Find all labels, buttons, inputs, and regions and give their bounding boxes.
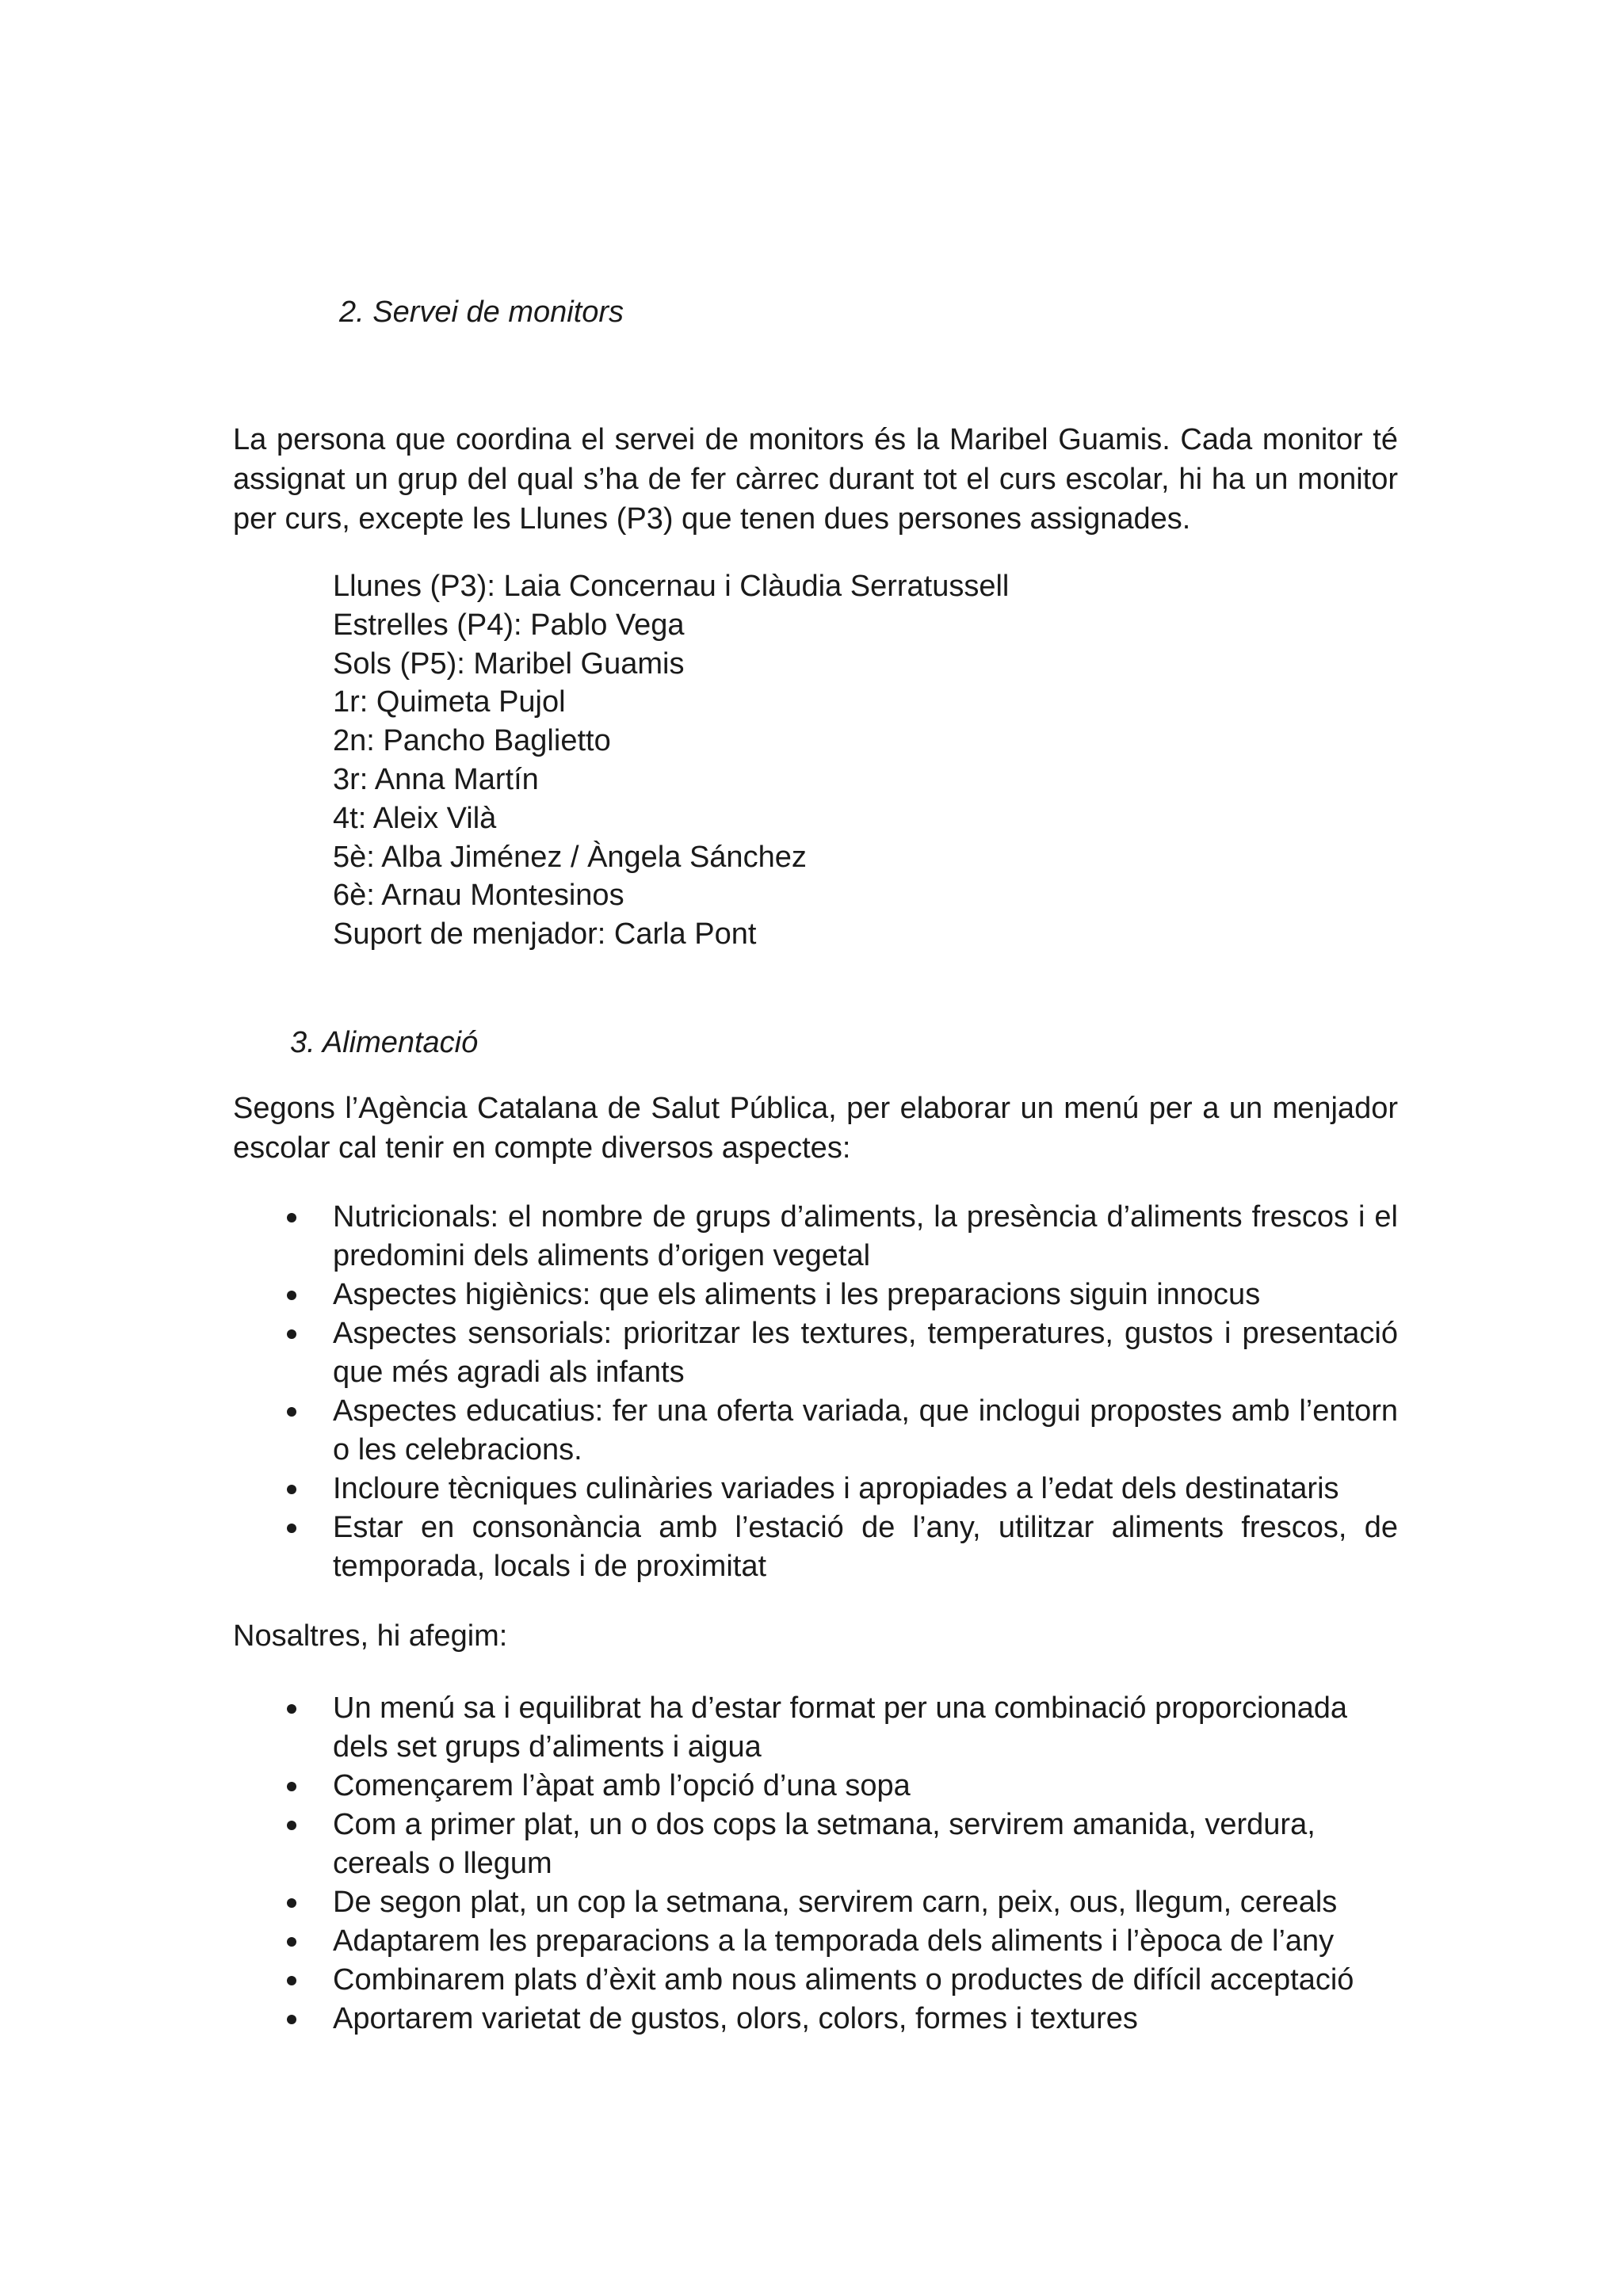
- list-item: [233, 1689, 1358, 1767]
- list-item-text: Nutricionals: el nombre de grups d’aliments, la presència d’aliments frescos i el predomini dels aliments d’origen vegetal: [333, 1200, 1398, 1272]
- bullet-icon: [287, 1937, 296, 1947]
- list-item-text: Aspectes educatius: fer una oferta variada, que inclogui propostes amb l’entorn o les celebracions.: [333, 1394, 1398, 1466]
- roster-item: 1r: Quimeta Pujol: [333, 685, 566, 719]
- bullet-icon: [287, 1485, 296, 1494]
- roster-item: 4t: Aleix Vilà: [333, 801, 497, 835]
- roster-item: Suport de menjador: Carla Pont: [333, 917, 757, 952]
- list-item-text: Combinarem plats d’èxit amb nous aliments o productes de difícil acceptació: [333, 1963, 1354, 1997]
- aspects-bullet-list: [233, 1198, 1398, 1586]
- list-item: [233, 1276, 1398, 1314]
- bullet-icon: [287, 1821, 296, 1830]
- bullet-icon: [287, 1782, 296, 1791]
- additions-label: Nosaltres, hi afegim:: [233, 1619, 508, 1653]
- list-item-text: Adaptarem les preparacions a la temporada dels aliments i l’època de l’any: [333, 1924, 1335, 1958]
- bullet-icon: [287, 1976, 296, 1985]
- list-item-text: Aportarem varietat de gustos, olors, colors, formes i textures: [333, 2002, 1138, 2035]
- section-heading-alimentacio: 3. Alimentació: [290, 1026, 479, 1059]
- bullet-icon: [287, 1704, 296, 1714]
- list-item-text: Estar en consonància amb l’estació de l’any, utilitzar aliments frescos, de temporada, locals i de proximitat: [333, 1511, 1398, 1583]
- list-item: [233, 2000, 1358, 2039]
- section2-intro-paragraph: La persona que coordina el servei de monitors és la Maribel Guamis. Cada monitor té assignat un grup del qual s’ha de fer càrrec durant tot el curs escolar, hi ha un monitor per curs, excepte les Llunes (P3) que tenen dues persones assignades.: [233, 423, 1398, 536]
- bullet-icon: [287, 1898, 296, 1908]
- list-item-text: De segon plat, un cop la setmana, servirem carn, peix, ous, llegum, cereals: [333, 1886, 1338, 1919]
- roster-item: Llunes (P3): Laia Concernau i Clàudia Serratussell: [333, 570, 1010, 603]
- list-item-text: Com a primer plat, un o dos cops la setmana, servirem amanida, verdura, cereals o llegum: [333, 1808, 1316, 1880]
- roster-item: Sols (P5): Maribel Guamis: [333, 646, 685, 681]
- list-item: [233, 1961, 1358, 2000]
- roster-item: 5è: Alba Jiménez / Àngela Sánchez: [333, 840, 807, 874]
- roster-item: 3r: Anna Martín: [333, 762, 539, 796]
- roster-item: 2n: Pancho Baglietto: [333, 724, 611, 758]
- list-item-text: Aspectes higiènics: que els aliments i les preparacions siguin innocus: [333, 1278, 1261, 1311]
- list-item-text: Un menú sa i equilibrat ha d’estar format per una combinació proporcionada dels set grups d’aliments i aigua: [333, 1691, 1348, 1764]
- bullet-icon: [287, 1213, 296, 1222]
- bullet-icon: [287, 1291, 296, 1300]
- bullet-icon: [287, 1407, 296, 1417]
- list-item: [233, 1314, 1398, 1392]
- list-item: [233, 1767, 1358, 1806]
- list-item-text: Començarem l’àpat amb l’opció d’una sopa: [333, 1769, 911, 1802]
- bullet-icon: [287, 1329, 296, 1339]
- monitor-roster-list: [333, 567, 1009, 954]
- list-item: [233, 1470, 1398, 1508]
- list-item-text: Incloure tècniques culinàries variades i apropiades a l’edat dels destinataris: [333, 1472, 1339, 1505]
- additions-bullet-list: [233, 1689, 1358, 2039]
- section3-intro-paragraph: Segons l’Agència Catalana de Salut Pública, per elaborar un menú per a un menjador escolar cal tenir en compte diversos aspectes:: [233, 1092, 1398, 1165]
- roster-item: Estrelles (P4): Pablo Vega: [333, 608, 685, 642]
- roster-item: 6è: Arnau Montesinos: [333, 879, 624, 913]
- list-item: [233, 1392, 1398, 1470]
- section-heading-servei-de-monitors: 2. Servei de monitors: [339, 296, 624, 329]
- list-item: [233, 1922, 1358, 1961]
- bullet-icon: [287, 1524, 296, 1533]
- list-item: [233, 1508, 1398, 1586]
- bullet-icon: [287, 2015, 296, 2024]
- list-item: [233, 1198, 1398, 1276]
- list-item-text: Aspectes sensorials: prioritzar les textures, temperatures, gustos i presentació que més agradi als infants: [333, 1317, 1398, 1389]
- list-item: [233, 1806, 1358, 1883]
- list-item: [233, 1883, 1358, 1922]
